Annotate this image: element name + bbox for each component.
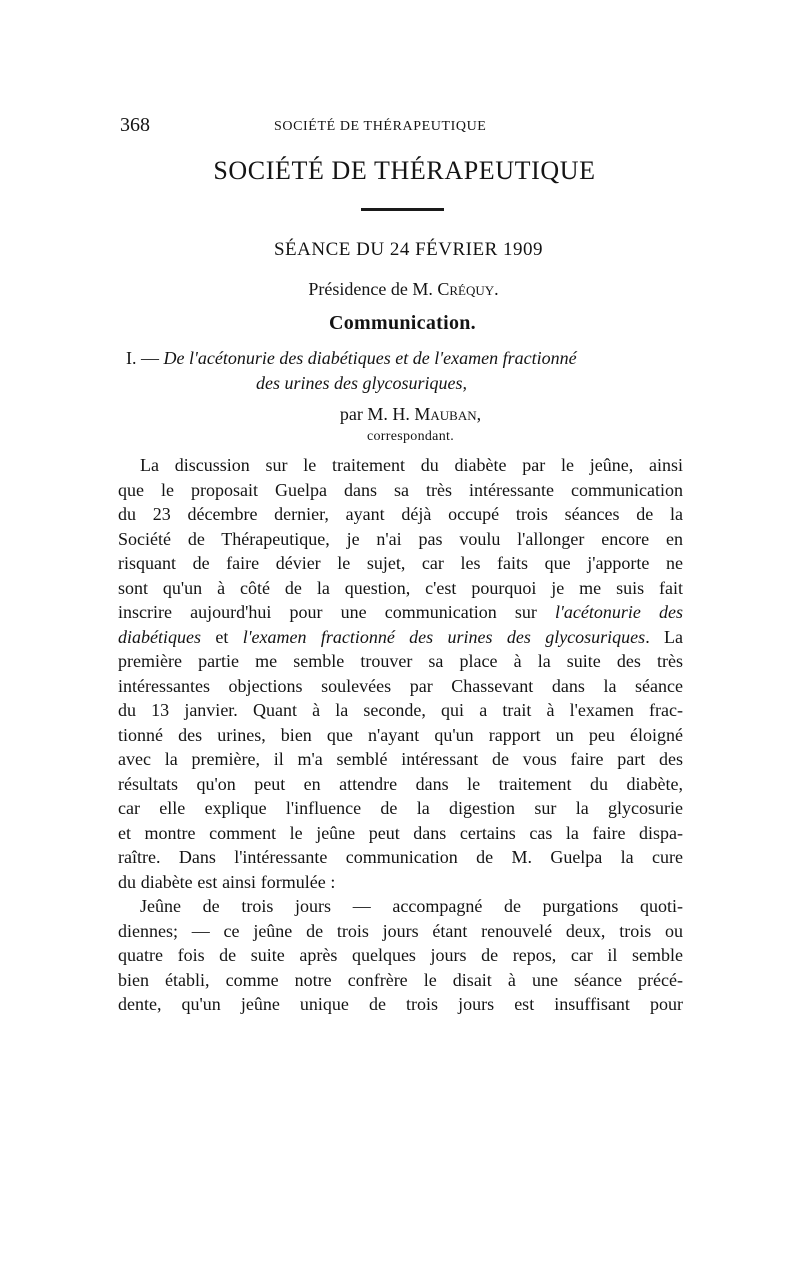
text-line: raître. Dans l'intéressante communication de M. Guelpa la cure bbox=[118, 847, 683, 867]
text-line: bien établi, comme notre confrère le disait à une séance précé- bbox=[118, 969, 683, 990]
text-line: quatre fois de suite après quelques jours de repos, car il semble bbox=[118, 945, 683, 965]
text-line: et montre comment le jeûne peut dans certains cas la faire dispa- bbox=[118, 822, 683, 843]
text-line: La discussion sur le traitement du diabète par le jeûne, ainsi bbox=[140, 455, 683, 475]
body-text bbox=[118, 453, 683, 1017]
text-line: car elle explique l'influence de la digestion sur la glycosurie bbox=[118, 798, 683, 818]
author-suffix: , bbox=[476, 404, 482, 424]
italic-segment: l'examen fractionné des urines des glycosuriques bbox=[242, 626, 646, 647]
president-name: Créquy bbox=[437, 279, 495, 299]
communication-dash: — bbox=[136, 348, 164, 368]
title-divider bbox=[361, 208, 444, 211]
author-name: Mauban bbox=[414, 404, 477, 424]
communication-number: I. bbox=[126, 348, 137, 368]
text-line: Société de Thérapeutique, je n'ai pas voulu l'allonger encore en bbox=[118, 528, 683, 549]
text-line: sont qu'un à côté de la question, c'est pourquoi je me suis fait bbox=[118, 577, 683, 598]
communication-title-line2: des urines des glycosuriques, bbox=[256, 373, 467, 393]
text-line: dente, qu'un jeûne unique de trois jours est insuffisant pour bbox=[118, 994, 683, 1014]
text-line: intéressantes objections soulevées par Chassevant dans la séance bbox=[118, 675, 683, 696]
text-line bbox=[118, 600, 683, 625]
text-segment: et bbox=[201, 626, 243, 647]
author-line bbox=[118, 404, 683, 425]
text-line: première partie me semble trouver sa place à la suite des très bbox=[118, 651, 683, 671]
text-line: Jeûne de trois jours — accompagné de purgations quoti- bbox=[140, 896, 683, 916]
text-line: du diabète est ainsi formulée : bbox=[118, 871, 336, 892]
running-title: SOCIÉTÉ DE THÉRAPEUTIQUE bbox=[274, 119, 487, 134]
section-heading: Communication. bbox=[329, 312, 476, 334]
presidence-suffix: . bbox=[494, 279, 499, 299]
text-line: tionné des urines, bien que n'ayant qu'un rapport un peu éloigné bbox=[118, 724, 683, 745]
text-segment: inscrire aujourd'hui pour une communication sur bbox=[118, 602, 556, 622]
session-heading: SÉANCE DU 24 FÉVRIER 1909 bbox=[273, 239, 543, 260]
author-prefix: par M. H. bbox=[339, 404, 415, 424]
text-line: diennes; — ce jeûne de trois jours étant renouvelé deux, trois ou bbox=[118, 920, 683, 941]
italic-segment: l'acétonurie des bbox=[555, 602, 683, 622]
communication-title-line1: De l'acétonurie des diabétiques et de l'examen fractionné bbox=[163, 348, 577, 368]
page-number: 368 bbox=[120, 114, 150, 136]
presidence-prefix: Présidence de M. bbox=[308, 279, 438, 299]
text-line bbox=[118, 625, 683, 650]
communication-title bbox=[118, 346, 683, 396]
text-line: que le proposait Guelpa dans sa très intéressante communication bbox=[118, 479, 683, 500]
running-header bbox=[118, 112, 683, 138]
text-line: du 13 janvier. Quant à la seconde, qui a trait à l'examen frac- bbox=[118, 700, 683, 720]
text-line: risquant de faire dévier le sujet, car les faits que j'apporte ne bbox=[118, 553, 683, 573]
text-line: résultats qu'on peut en attendre dans le traitement du diabète, bbox=[118, 773, 683, 794]
text-line: du 23 décembre dernier, ayant déjà occupé trois séances de la bbox=[118, 504, 683, 524]
text-segment: . La bbox=[645, 626, 684, 647]
document-page bbox=[118, 112, 683, 1017]
author-role: correspondant. bbox=[366, 429, 454, 444]
italic-segment: diabétiques bbox=[118, 626, 201, 647]
presidence-line bbox=[118, 279, 683, 300]
page-title: SOCIÉTÉ DE THÉRAPEUTIQUE bbox=[213, 156, 596, 185]
text-line: avec la première, il m'a semblé intéressant de vous faire part des bbox=[118, 749, 683, 769]
